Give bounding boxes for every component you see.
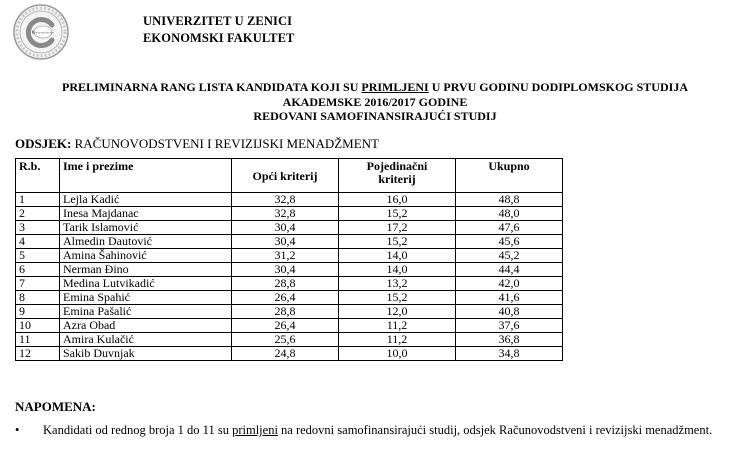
note-underlined-word: primljeni	[232, 423, 278, 437]
cell-name: Amira Kulačić	[60, 333, 232, 347]
cell-individual: 14,0	[339, 249, 456, 263]
cell-general: 30,4	[232, 235, 339, 249]
cell-general: 26,4	[232, 319, 339, 333]
table-row	[16, 235, 563, 249]
cell-name: Nerman Đino	[60, 263, 232, 277]
cell-individual: 15,2	[339, 291, 456, 305]
cell-individual: 16,0	[339, 193, 456, 207]
table-row	[16, 333, 563, 347]
university-name: UNIVERZITET U ZENICI	[143, 14, 293, 28]
cell-individual: 14,0	[339, 263, 456, 277]
cell-rb: 10	[16, 319, 60, 333]
cell-name: Tarik Islamović	[60, 221, 232, 235]
cell-total: 42,0	[456, 277, 563, 291]
cell-name: Emina Spahić	[60, 291, 232, 305]
header-general: Opći kriterij	[232, 159, 339, 193]
cell-individual: 10,0	[339, 347, 456, 361]
cell-total: 48,0	[456, 207, 563, 221]
cell-general: 31,2	[232, 249, 339, 263]
faculty-name: EKONOMSKI FAKULTET	[143, 31, 295, 45]
cell-total: 34,8	[456, 347, 563, 361]
table-row	[16, 221, 563, 235]
cell-total: 47,6	[456, 221, 563, 235]
cell-name: Amina Šahinović	[60, 249, 232, 263]
cell-general: 32,8	[232, 207, 339, 221]
cell-rb: 1	[16, 193, 60, 207]
cell-rb: 12	[16, 347, 60, 361]
cell-name: Lejla Kadić	[60, 193, 232, 207]
cell-total: 40,8	[456, 305, 563, 319]
header-name: Ime i prezime	[60, 159, 232, 193]
cell-total: 37,6	[456, 319, 563, 333]
cell-total: 45,2	[456, 249, 563, 263]
department-label: ODSJEK:	[15, 136, 72, 151]
cell-rb: 2	[16, 207, 60, 221]
cell-general: 32,8	[232, 193, 339, 207]
cell-individual: 11,2	[339, 319, 456, 333]
cell-name: Sakib Duvnjak	[60, 347, 232, 361]
department-line	[15, 136, 379, 152]
cell-name: Azra Obad	[60, 319, 232, 333]
cell-rb: 3	[16, 221, 60, 235]
cell-name: Emina Pašalić	[60, 305, 232, 319]
note-heading: NAPOMENA:	[15, 399, 96, 414]
bullet-icon: •	[15, 423, 20, 437]
institution-header	[143, 13, 294, 47]
header-rb: R.b.	[16, 159, 60, 193]
cell-rb: 9	[16, 305, 60, 319]
cell-general: 25,6	[232, 333, 339, 347]
title-line-2: AKADEMSKE 2016/2017 GODINE	[282, 94, 468, 109]
cell-rb: 11	[16, 333, 60, 347]
department-value: RAČUNOVODSTVENI I REVIZIJSKI MENADŽMENT	[71, 136, 379, 151]
table-row	[16, 249, 563, 263]
cell-individual: 11,2	[339, 333, 456, 347]
table-row	[16, 277, 563, 291]
title-underlined-word: PRIMLJENI	[361, 80, 429, 94]
cell-total: 48,8	[456, 193, 563, 207]
header-total: Ukupno	[456, 159, 563, 193]
cell-individual: 17,2	[339, 221, 456, 235]
cell-individual: 12,0	[339, 305, 456, 319]
cell-general: 26,4	[232, 291, 339, 305]
header-individual: Pojedinačni kriterij	[339, 159, 456, 193]
table-row	[16, 347, 563, 361]
title-line-3: REDOVANI SAMOFINANSIRAJUĆI STUDIJ	[253, 109, 497, 123]
cell-rb: 4	[16, 235, 60, 249]
title-line-1: PRELIMINARNA RANG LISTA KANDIDATA KOJI SU PRIMLJENI U PRVU GODINU DODIPLOMSKOG STUDIJA	[62, 80, 688, 94]
note-item: • Kandidati od rednog broja 1 do 11 su primljeni na redovni samofinansirajući studij, odsjek Računovodstveni i revizijski menadžment.	[15, 423, 713, 437]
table-row	[16, 291, 563, 305]
table-row	[16, 305, 563, 319]
cell-rb: 7	[16, 277, 60, 291]
cell-total: 41,6	[456, 291, 563, 305]
cell-general: 28,8	[232, 277, 339, 291]
cell-name: Almedin Dautović	[60, 235, 232, 249]
logo-text: Ekonomski fakultet	[32, 31, 54, 35]
cell-rb: 5	[16, 249, 60, 263]
cell-individual: 13,2	[339, 277, 456, 291]
ranking-table	[15, 158, 563, 361]
faculty-logo	[12, 3, 70, 61]
cell-individual: 15,2	[339, 235, 456, 249]
cell-general: 30,4	[232, 221, 339, 235]
cell-name: Inesa Majdanac	[60, 207, 232, 221]
table-body	[16, 193, 563, 361]
cell-total: 36,8	[456, 333, 563, 347]
cell-general: 28,8	[232, 305, 339, 319]
document-title	[0, 80, 750, 124]
cell-general: 30,4	[232, 263, 339, 277]
table-row	[16, 263, 563, 277]
table-header-row	[16, 159, 563, 193]
table-row	[16, 319, 563, 333]
cell-individual: 15,2	[339, 207, 456, 221]
cell-rb: 6	[16, 263, 60, 277]
cell-total: 44,4	[456, 263, 563, 277]
table-row	[16, 193, 563, 207]
cell-name: Medina Lutvikadić	[60, 277, 232, 291]
cell-general: 24,8	[232, 347, 339, 361]
table-row	[16, 207, 563, 221]
cell-total: 45,6	[456, 235, 563, 249]
cell-rb: 8	[16, 291, 60, 305]
